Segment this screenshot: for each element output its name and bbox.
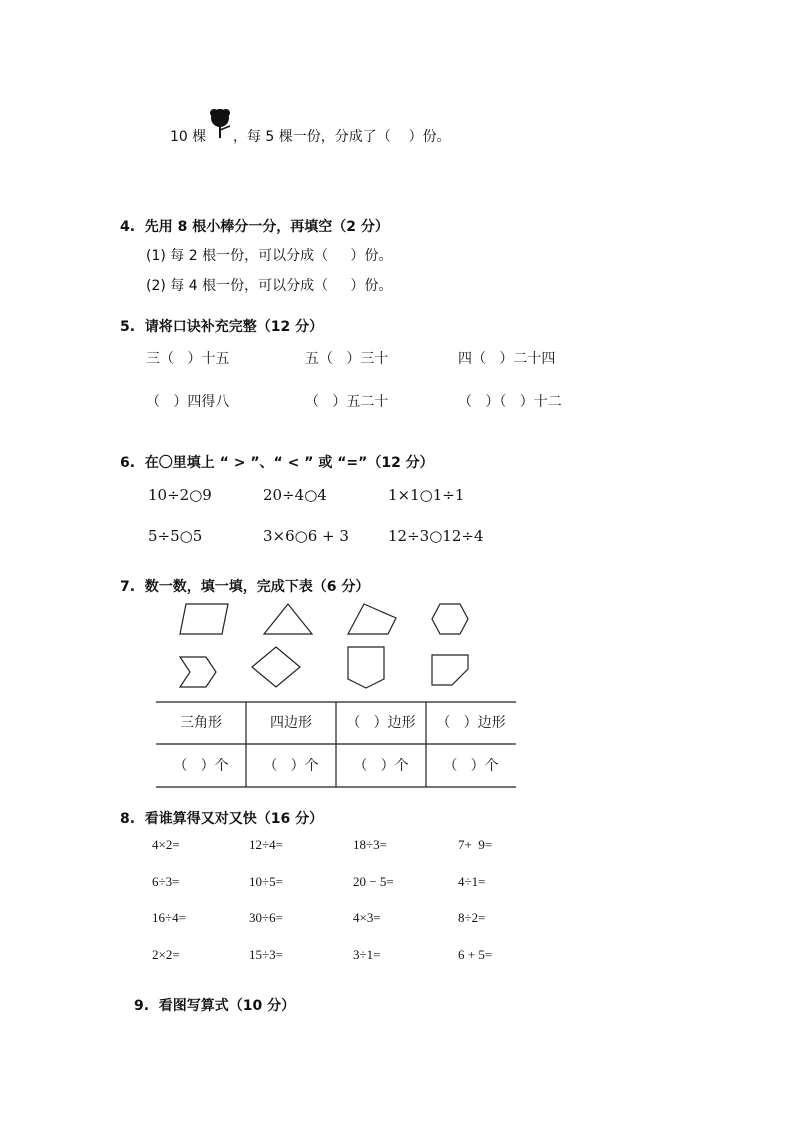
q9-title: 9. 看图写算式（10 分）: [134, 998, 296, 1014]
q5-item: 五（ ）三十: [305, 351, 389, 367]
q6-item: 20÷4○4: [263, 486, 327, 504]
parallelogram-shape: [180, 604, 228, 634]
pentagon-shape: [348, 647, 384, 688]
q5-item: （ ）四得八: [146, 394, 230, 410]
cut-rectangle-shape: [432, 655, 468, 685]
table-header: （ ）边形: [436, 715, 506, 731]
chevron-shape: [180, 657, 216, 687]
table-header: （ ）边形: [346, 715, 416, 731]
q6-title: 6. 在〇里填上 “ > ”、“ < ” 或 “=”（12 分）: [120, 455, 434, 471]
q8-item: 8÷2=: [458, 910, 486, 925]
quadrilateral-shape: [348, 604, 396, 634]
q6-item: 3×6○6 + 3: [263, 527, 349, 545]
table-header: 四边形: [270, 715, 312, 731]
q8-item: 6 + 5=: [458, 947, 493, 962]
q5-item: （ ）五二十: [305, 394, 389, 410]
q8-item: 18÷3=: [353, 837, 387, 852]
q5-item: 四（ ）二十四: [458, 351, 556, 367]
q8-item: 16÷4=: [152, 910, 186, 925]
q3-line: 10 棵 ，每 5 棵一份，分成了（ ）份。: [170, 129, 451, 145]
q8-item: 4×3=: [353, 910, 381, 925]
q8-item: 7+ 9=: [458, 837, 493, 852]
q8-item: 3÷1=: [353, 947, 381, 962]
q8-item: 15÷3=: [249, 947, 283, 962]
q6-item: 10÷2○9: [148, 486, 212, 504]
q7-title: 7. 数一数，填一填，完成下表（6 分）: [120, 579, 370, 595]
q8-item: 20 − 5=: [353, 874, 394, 889]
q5-item: 三（ ）十五: [146, 351, 230, 367]
q6-item: 5÷5○5: [148, 527, 203, 545]
q8-item: 2×2=: [152, 947, 180, 962]
q8-item: 6÷3=: [152, 874, 180, 889]
q8-item: 4÷1=: [458, 874, 486, 889]
q6-item: 1×1○1÷1: [388, 486, 465, 504]
table-cell: （ ）个: [353, 758, 409, 774]
q5-item: （ ）（ ）十二: [458, 394, 562, 410]
table-cell: （ ）个: [263, 758, 319, 774]
q4-item: (1) 每 2 根一份，可以分成（ ）份。: [146, 248, 393, 264]
triangle-shape: [264, 604, 312, 634]
q4-title: 4. 先用 8 根小棒分一分，再填空（2 分）: [120, 219, 389, 235]
table-cell: （ ）个: [173, 758, 229, 774]
q6-item: 12÷3○12÷4: [388, 527, 484, 545]
table-header: 三角形: [180, 715, 222, 731]
q8-item: 30÷6=: [249, 910, 283, 925]
q4-item: (2) 每 4 根一份，可以分成（ ）份。: [146, 278, 393, 294]
tree-icon: [210, 109, 230, 138]
hexagon-shape: [432, 604, 468, 634]
q8-item: 4×2=: [152, 837, 180, 852]
diamond-shape: [252, 647, 300, 687]
q8-item: 10÷5=: [249, 874, 283, 889]
q8-item: 12÷4=: [249, 837, 283, 852]
table-cell: （ ）个: [443, 758, 499, 774]
q8-title: 8. 看谁算得又对又快（16 分）: [120, 811, 324, 827]
q5-title: 5. 请将口诀补充完整（12 分）: [120, 319, 324, 335]
